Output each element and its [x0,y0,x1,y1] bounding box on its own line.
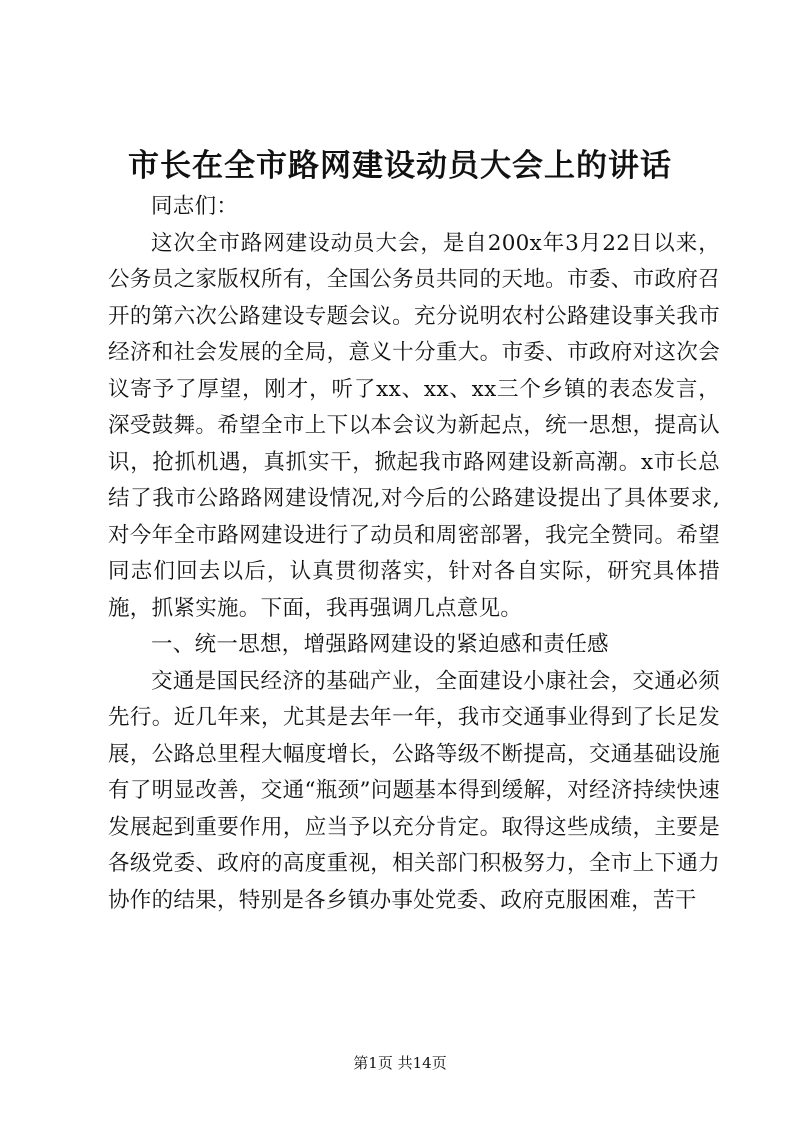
greeting: 同志们： [151,194,239,219]
document-body [108,189,720,919]
page-footer: 第1页 共14页 [353,1054,447,1072]
section-heading-1: 一、统一思想，增强路网建设的紧迫感和责任感 [151,632,609,657]
document-title: 市长在全市路网建设动员大会上的讲话 [128,148,672,184]
paragraph-intro: 这次全市路网建设动员大会，是自200x年3月22日以来，公务员之家版权所有，全国公务员共同的天地。市委、市政府召开的第六次公路建设专题会议。充分说明农村公路建设事关我市经济和社会发展的全局，意义十分重大。市委、市政府对这次会议寄予了厚望，刚才，听了xx、xx、xx三个乡镇的表态发言，深受鼓舞。希望全市上下以本会议为新起点，统一思想，提高认识，抢抓机遇，真抓实干，掀起我市路网建设新高潮。x市长总结了我市公路路网建设情况,对今后的公路建设提出了具体要求,对今年全市路网建设进行了动员和周密部署，我完全赞同。希望同志们回去以后，认真贯彻落实，针对各自实际，研究具体措施，抓紧实施。下面，我再强调几点意见。 [108,230,720,621]
paragraph-transport: 交通是国民经济的基础产业，全面建设小康社会，交通必须先行。近几年来，尤其是去年一年，我市交通事业得到了长足发展，公路总里程大幅度增长，公路等级不断提高，交通基础设施有了明显改善，交通“瓶颈”问题基本得到缓解，对经济持续快速发展起到重要作用，应当予以充分肯定。取得这些成绩，主要是各级党委、政府的高度重视，相关部门积极努力，全市上下通力协作的结果，特别是各乡镇办事处党委、政府克服困难，苦干 [108,668,720,913]
